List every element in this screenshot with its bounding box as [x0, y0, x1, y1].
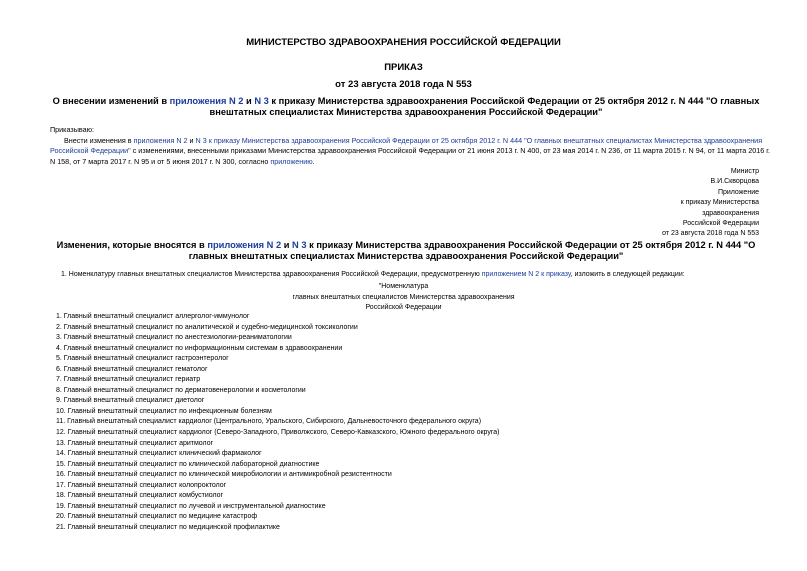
appendix-line-2: к приказу Министерства	[680, 199, 759, 207]
body-link-appendix[interactable]: приложению	[270, 156, 313, 166]
list-item: 4. Главный внештатный специалист по информационным системам в здравоохранении	[56, 344, 343, 352]
list-item: 17. Главный внештатный специалист колопроктолог	[56, 481, 227, 489]
body-link-order-444[interactable]: к приказу Министерства здравоохранения Российской Федерации от 25 октября 2012 г. N 444 "О главных внештатных специалистах Министерства здравоохранения Российской Федерации"	[50, 136, 763, 156]
list-item: 21. Главный внештатный специалист по медицинской профилактике	[56, 523, 280, 531]
list-item: 8. Главный внештатный специалист по дерматовенерологии и косметологии	[56, 386, 306, 394]
nomenclature-line-3: Российской Федерации	[365, 304, 442, 311]
nomenclature-line-2: главных внештатных специалистов Министерства здравоохранения	[292, 293, 515, 301]
nomenclature-line-1: "Номенклатура	[378, 283, 429, 290]
order-title-text-3: к приказу Министерства здравоохранения Российской Федерации от 25 октября 2012 г. N 444 "О главных внештатных специалистах Министерства здравоохранения Российской Федерации"	[209, 96, 760, 117]
order-title-text-2: и	[243, 96, 255, 106]
appendix-line-5: от 23 августа 2018 года N 553	[662, 230, 759, 238]
body-link-appendix-3[interactable]: N 3	[195, 136, 207, 145]
item-1-text	[61, 271, 685, 278]
appendix-line-1: Приложение	[717, 188, 759, 196]
list-item: 5. Главный внештатный специалист гастроэнтеролог	[56, 355, 229, 363]
signature-title: Министр	[730, 168, 759, 175]
body-text-2: и	[187, 136, 196, 145]
list-item: 18. Главный внештатный специалист комбустиолог	[56, 492, 224, 500]
body-paragraph	[50, 136, 770, 167]
doc-type-heading: ПРИКАЗ	[384, 62, 423, 73]
list-item: 12. Главный внештатный специалист кардиолог (Северо-Западного, Приволжского, Северо-Кавказского, Южного федерального округа)	[56, 429, 500, 437]
signature-block	[662, 167, 759, 240]
list-item: 16. Главный внештатный специалист по клинической микробиологии и антимикробной резистентности	[56, 471, 392, 479]
link-appendix-2[interactable]: приложения N 2	[169, 96, 244, 106]
order-title-text-1: О внесении изменений в	[52, 96, 170, 106]
list-item: 13. Главный внештатный специалист аритмолог	[56, 439, 214, 447]
list-item: 2. Главный внештатный специалист по аналитической и судебно-медицинской токсикологии	[56, 323, 358, 331]
order-word: Приказываю:	[50, 125, 94, 134]
appendix-line-4: Российской Федерации	[682, 220, 759, 228]
list-item: 11. Главный внештатный специалист кардиолог (Центрального, Уральского, Сибирского, Дальневосточного федерального округа)	[56, 418, 482, 426]
item-1-link-appendix-2[interactable]: приложением N 2 к приказу	[481, 271, 571, 278]
list-item: 7. Главный внештатный специалист гериатр	[56, 376, 201, 384]
body-text-1: Внести изменения в	[64, 136, 134, 145]
item-1-text-b: , изложить в следующей редакции:	[570, 271, 685, 278]
changes-title	[50, 240, 762, 262]
item-1-text-a: 1. Номенклатуру главных внештатных специалистов Министерства здравоохранения Российской Федерации, предусмотренную	[61, 271, 482, 278]
body-link-appendix-2[interactable]: приложения N 2	[133, 136, 188, 145]
order-date-number: от 23 августа 2018 года N 553	[335, 79, 472, 90]
list-item: 9. Главный внештатный специалист диетолог	[56, 397, 205, 405]
changes-link-appendix-2[interactable]: приложения N 2	[207, 240, 282, 250]
order-title	[50, 96, 762, 118]
signature-name: В.И.Скворцова	[710, 178, 759, 186]
nomenclature-heading	[0, 282, 807, 314]
link-appendix-3[interactable]: N 3	[254, 96, 269, 106]
changes-link-appendix-3[interactable]: N 3	[292, 240, 307, 250]
specialists-list	[56, 312, 499, 533]
changes-title-text-3: к приказу Министерства здравоохранения Российской Федерации от 25 октября 2012 г. N 444 "О главных внештатных специалистах Министерства здравоохранения Российской Федерации"	[188, 240, 756, 261]
appendix-line-3: здравоохранения	[702, 209, 759, 217]
list-item: 1. Главный внештатный специалист аллерголог-иммунолог	[56, 313, 250, 320]
list-item: 6. Главный внештатный специалист гематолог	[56, 365, 208, 373]
changes-title-text-2: и	[281, 240, 293, 250]
body-text-3: с изменениями, внесенными приказами Министерства здравоохранения Российской Федерации от 21 июня 2013 г. N 400, от 23 мая 2014 г. N 236, от 11 марта 2015 г. N 94, от 11 марта 2016 г. N 158, от 7 марта 2017 г. N 95 и от 5 июня 2017 г. N 300, согласно	[50, 146, 770, 166]
body-text-4: .	[312, 156, 315, 166]
list-item: 20. Главный внештатный специалист по медицине катастроф	[56, 513, 258, 521]
list-item: 19. Главный внештатный специалист по лучевой и инструментальной диагностике	[56, 502, 326, 510]
changes-title-text-1: Изменения, которые вносятся в	[56, 240, 208, 250]
list-item: 14. Главный внештатный специалист клинический фармаколог	[56, 450, 262, 458]
list-item: 3. Главный внештатный специалист по анестезиологии-реаниматологии	[56, 334, 292, 342]
list-item: 15. Главный внештатный специалист по клинической лабораторной диагностике	[56, 460, 320, 468]
list-item: 10. Главный внештатный специалист по инфекционным болезням	[56, 407, 272, 415]
ministry-heading: МИНИСТЕРСТВО ЗДРАВООХРАНЕНИЯ РОССИЙСКОЙ ФЕДЕРАЦИИ	[246, 37, 561, 48]
